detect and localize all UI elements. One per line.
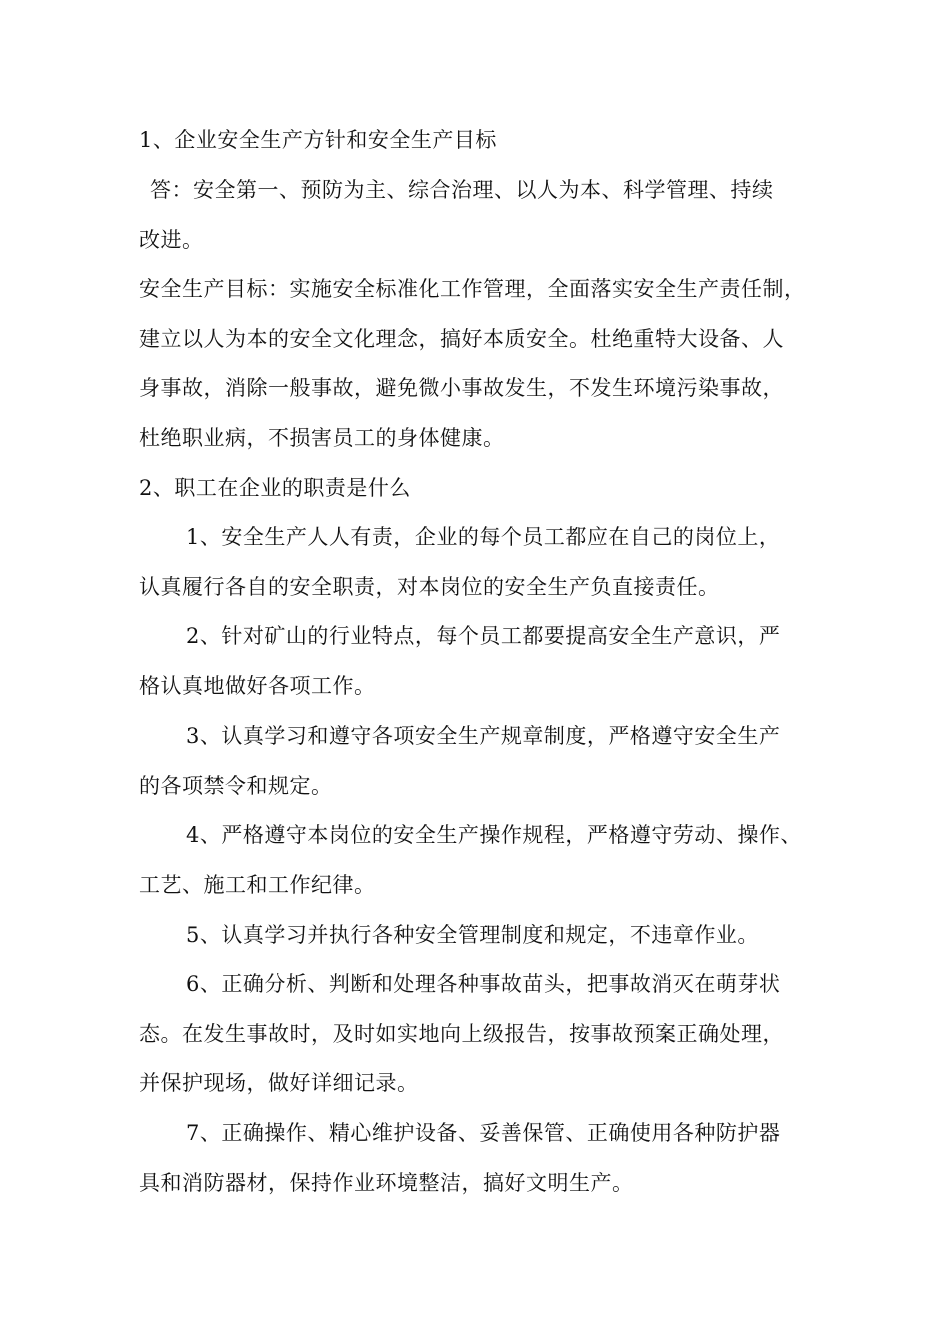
question-1-heading: 1、企业安全生产方针和安全生产目标 (139, 128, 497, 152)
duty-4-line-2: 工艺、施工和工作纪律。 (139, 873, 376, 897)
duty-5-line-1: 5、认真学习并执行各种安全管理制度和规定，不违章作业。 (186, 923, 759, 947)
duty-2-line-1: 2、针对矿山的行业特点，每个员工都要提高安全生产意识，严 (186, 624, 781, 648)
duty-7-line-1: 7、正确操作、精心维护设备、妥善保管、正确使用各种防护器 (186, 1121, 781, 1145)
safety-goal-line-2: 建立以人为本的安全文化理念，搞好本质安全。杜绝重特大设备、人 (139, 327, 784, 351)
duty-3-line-2: 的各项禁令和规定。 (139, 774, 333, 798)
duty-6-line-2: 态。在发生事故时，及时如实地向上级报告，按事故预案正确处理， (139, 1022, 784, 1046)
duty-1-line-2: 认真履行各自的安全职责，对本岗位的安全生产负直接责任。 (139, 575, 720, 599)
duty-3-line-1: 3、认真学习和遵守各项安全生产规章制度，严格遵守安全生产 (186, 724, 781, 748)
safety-goal-line-1: 安全生产目标：实施安全标准化工作管理，全面落实安全生产责任制， (139, 277, 806, 301)
duty-6-line-3: 并保护现场，做好详细记录。 (139, 1071, 419, 1095)
duty-1-line-1: 1、安全生产人人有责，企业的每个员工都应在自己的岗位上， (186, 525, 781, 549)
question-2-heading: 2、职工在企业的职责是什么 (139, 476, 411, 500)
question-1-answer-line-1: 答：安全第一、预防为主、综合治理、以人为本、科学管理、持续 (150, 178, 774, 202)
duty-4-line-1: 4、严格遵守本岗位的安全生产操作规程，严格遵守劳动、操作、 (186, 823, 802, 847)
question-1-answer-line-2: 改进。 (139, 228, 204, 252)
duty-7-line-2: 具和消防器材，保持作业环境整洁，搞好文明生产。 (139, 1171, 634, 1195)
duty-2-line-2: 格认真地做好各项工作。 (139, 674, 376, 698)
duty-6-line-1: 6、正确分析、判断和处理各种事故苗头，把事故消灭在萌芽状 (186, 972, 781, 996)
safety-goal-line-4: 杜绝职业病，不损害员工的身体健康。 (139, 426, 505, 450)
safety-goal-line-3: 身事故，消除一般事故，避免微小事故发生，不发生环境污染事故， (139, 376, 784, 400)
